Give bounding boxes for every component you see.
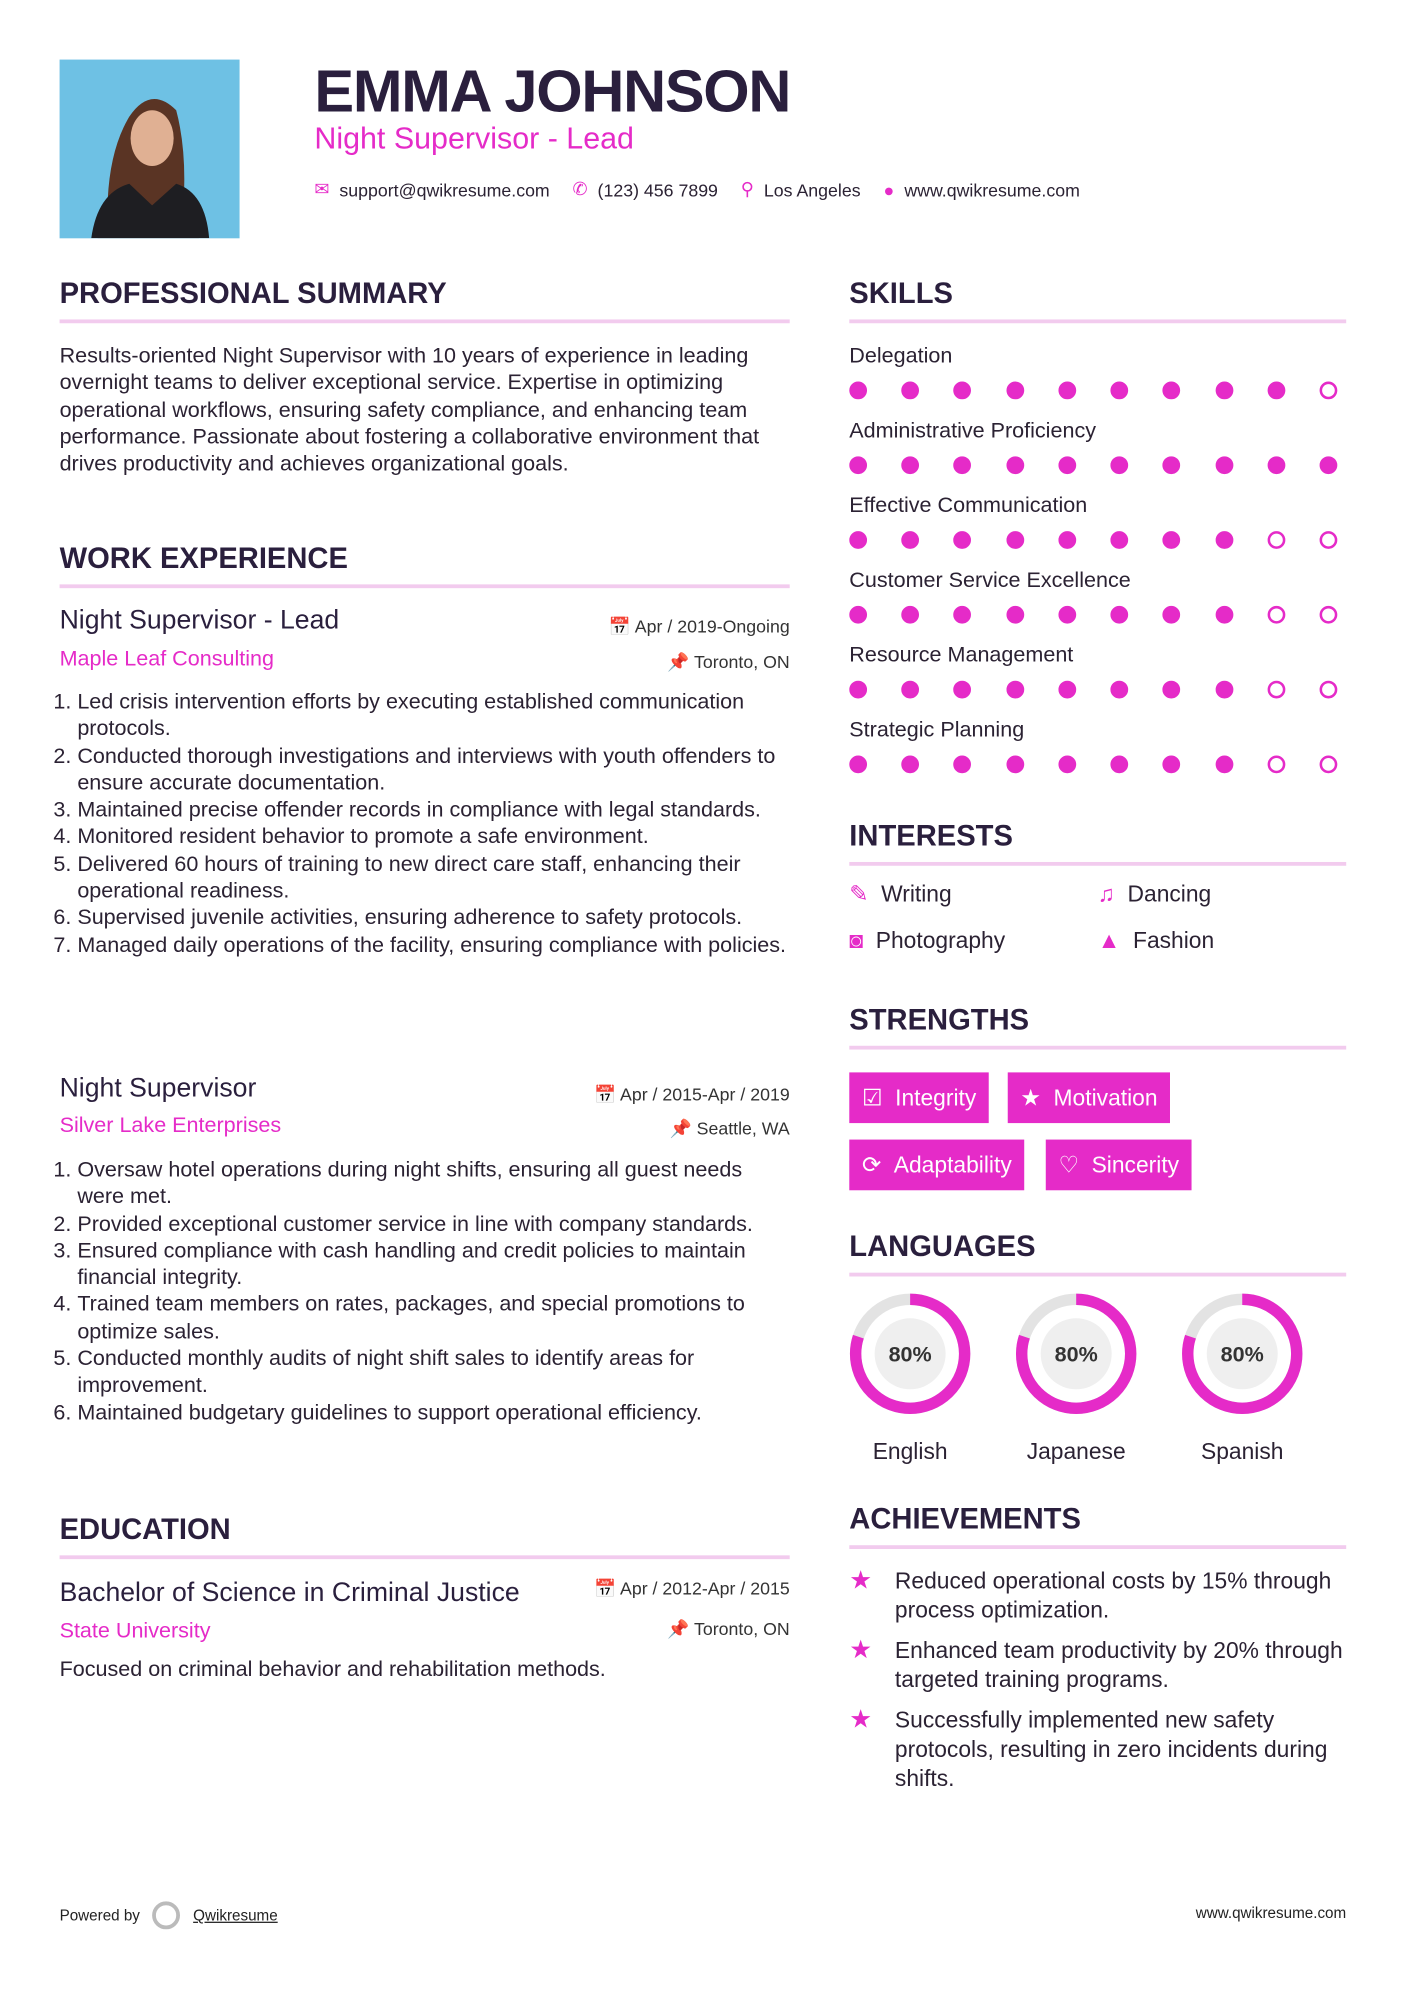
job-title: Night Supervisor - Lead <box>59 605 340 636</box>
education-description: Focused on criminal behavior and rehabilitation methods. <box>59 1656 606 1681</box>
pencil-icon: ✎ <box>849 880 869 907</box>
job-bullet: 6. Maintained budgetary guidelines to support operational efficiency. <box>77 1399 787 1426</box>
skill-item <box>849 342 1346 417</box>
rating-dot-filled <box>1058 532 1076 550</box>
interest-label: Fashion <box>1133 927 1215 954</box>
rating-dot-empty <box>1320 606 1338 624</box>
education-heading: EDUCATION <box>59 1512 231 1546</box>
rating-dot-empty <box>1320 681 1338 699</box>
heart-icon: ♡ <box>1058 1151 1079 1177</box>
interest-label: Dancing <box>1127 880 1212 907</box>
strengths-heading: STRENGTHS <box>849 1002 1030 1036</box>
strength-badge <box>1008 1072 1170 1123</box>
language-name: English <box>872 1438 948 1465</box>
language-percent: 80% <box>1220 1342 1264 1367</box>
rating-dot-filled <box>1058 681 1076 699</box>
rating-dot-empty <box>1267 532 1285 550</box>
envelope-icon: ✉ <box>314 178 330 200</box>
rating-dot-filled <box>1215 756 1233 774</box>
language-item <box>849 1293 971 1465</box>
strength-badge <box>849 1140 1024 1191</box>
rating-dot-filled <box>1215 382 1233 400</box>
job-bullet: 1. Oversaw hotel operations during night shifts, ensuring all guest needs were met. <box>77 1156 787 1210</box>
rating-dot-empty <box>1320 756 1338 774</box>
rating-dot-filled <box>954 681 972 699</box>
job-dates-text: Apr / 2015-Apr / 2019 <box>620 1083 790 1105</box>
achievement-item <box>849 1636 1346 1694</box>
divider <box>60 1555 790 1559</box>
job-bullet: 2. Provided exceptional customer service in line with company standards. <box>77 1210 787 1237</box>
pin-icon: 📌 <box>667 651 695 672</box>
candidate-name: EMMA JOHNSON <box>314 57 791 125</box>
interest-label: Writing <box>881 880 952 907</box>
strength-label: Sincerity <box>1091 1151 1180 1177</box>
divider <box>849 1046 1346 1050</box>
job-bullet: 1. Led crisis intervention efforts by executing established communication protocols. <box>77 688 787 742</box>
rating-dot-filled <box>1215 532 1233 550</box>
rating-dot-filled <box>902 532 920 550</box>
skill-name: Administrative Proficiency <box>849 418 1096 443</box>
rating-dot-filled <box>849 606 867 624</box>
star-icon: ★ <box>1020 1084 1041 1110</box>
job-location <box>667 652 789 674</box>
language-percent: 80% <box>1054 1342 1098 1367</box>
job-company: Maple Leaf Consulting <box>59 646 275 671</box>
rating-dot-filled <box>849 382 867 400</box>
rating-dot-filled <box>1058 756 1076 774</box>
rating-dot-filled <box>1006 532 1024 550</box>
achievement-text: Reduced operational costs by 15% through process optimization. <box>894 1568 1332 1623</box>
rating-dot-filled <box>902 681 920 699</box>
rating-dot-filled <box>1163 756 1181 774</box>
rating-dot-filled <box>1215 457 1233 475</box>
job-dates <box>609 616 790 638</box>
education-location <box>667 1619 789 1641</box>
experience-heading: WORK EXPERIENCE <box>59 541 348 575</box>
job-dates <box>594 1084 790 1106</box>
rating-dot-filled <box>1111 756 1129 774</box>
rating-dot-filled <box>954 457 972 475</box>
rating-dot-filled <box>1111 532 1129 550</box>
rating-dot-filled <box>1006 606 1024 624</box>
pin-icon: 📌 <box>669 1118 697 1139</box>
school-name: State University <box>59 1618 211 1643</box>
rating-dot-filled <box>1111 382 1129 400</box>
achievement-text: Enhanced team productivity by 20% through targeted training programs. <box>894 1637 1343 1693</box>
rating-dot-filled <box>1058 457 1076 475</box>
rating-dot-filled <box>1058 606 1076 624</box>
job-bullet: 3. Maintained precise offender records in compliance with legal standards. <box>77 796 787 823</box>
rating-dot-filled <box>1267 382 1285 400</box>
job-dates-text: Apr / 2019-Ongoing <box>634 616 790 637</box>
contact-website[interactable]: www.qwikresume.com <box>904 179 1080 200</box>
rating-dot-filled <box>1111 457 1129 475</box>
rating-dot-filled <box>1111 681 1129 699</box>
rating-dot-filled <box>1267 457 1285 475</box>
summary-heading: PROFESSIONAL SUMMARY <box>59 276 447 310</box>
job-bullet: 6. Supervised juvenile activities, ensuring adherence to safety protocols. <box>77 904 787 931</box>
skill-name: Resource Management <box>849 642 1074 667</box>
job-bullet: 5. Delivered 60 hours of training to new direct care staff, enhancing their operational readiness. <box>77 850 787 904</box>
pin-icon: 📌 <box>667 1618 695 1640</box>
calendar-icon: 📅 <box>593 1578 621 1599</box>
skill-item <box>849 417 1346 492</box>
rating-dot-empty <box>1320 532 1338 550</box>
rating-dot-filled <box>954 382 972 400</box>
rating-dot-filled <box>902 756 920 774</box>
achievements-heading: ACHIEVEMENTS <box>849 1502 1081 1536</box>
achievement-item <box>849 1706 1346 1793</box>
check-square-icon: ☑ <box>861 1084 883 1110</box>
skill-rating <box>849 532 1337 550</box>
trophy-star-icon: ★ <box>849 1566 873 1595</box>
skill-item <box>849 492 1346 567</box>
skills-heading: SKILLS <box>849 276 953 310</box>
divider <box>60 319 790 323</box>
brand-link[interactable]: Qwikresume <box>193 1906 278 1925</box>
language-item <box>1181 1293 1303 1465</box>
job-location <box>670 1118 790 1140</box>
phone-icon: ✆ <box>572 178 588 200</box>
rating-dot-filled <box>849 457 867 475</box>
language-item <box>1015 1293 1137 1465</box>
degree-title: Bachelor of Science in Criminal Justice <box>59 1578 520 1608</box>
powered-by-text: Powered by <box>59 1906 140 1925</box>
job-bullets <box>60 688 788 958</box>
interest-label: Photography <box>875 927 1006 954</box>
rating-dot-filled <box>1163 457 1181 475</box>
rating-dot-filled <box>1163 382 1181 400</box>
candidate-title: Night Supervisor - Lead <box>314 121 634 156</box>
language-percent: 80% <box>888 1342 932 1367</box>
job-location-text: Seattle, WA <box>696 1118 790 1139</box>
strength-label: Motivation <box>1053 1084 1158 1110</box>
rating-dot-empty <box>1267 756 1285 774</box>
music-icon: ♫ <box>1097 880 1115 907</box>
footer-brand <box>60 1901 278 1929</box>
divider <box>849 319 1346 323</box>
rating-dot-filled <box>1215 681 1233 699</box>
interest-item <box>849 881 951 908</box>
achievement-item <box>849 1567 1346 1625</box>
strength-badge <box>1046 1140 1192 1191</box>
rating-dot-filled <box>902 606 920 624</box>
language-name: Spanish <box>1201 1438 1284 1465</box>
achievement-text: Successfully implemented new safety protocols, resulting in zero incidents during shifts. <box>894 1707 1328 1792</box>
skill-rating <box>849 681 1337 699</box>
rating-dot-filled <box>1163 606 1181 624</box>
education-dates <box>594 1578 790 1600</box>
divider <box>60 584 790 588</box>
job-bullet: 2. Conducted thorough investigations and interviews with youth offenders to ensure accurate documentation. <box>77 742 787 796</box>
interests-heading: INTERESTS <box>849 818 1013 852</box>
globe-icon: ● <box>883 179 895 200</box>
strength-label: Adaptability <box>893 1151 1012 1177</box>
language-name: Japanese <box>1026 1438 1126 1465</box>
rating-dot-empty <box>1267 681 1285 699</box>
education-dates-text: Apr / 2012-Apr / 2015 <box>620 1578 790 1599</box>
rating-dot-filled <box>902 382 920 400</box>
language-progress-ring <box>849 1293 971 1415</box>
footer-website[interactable]: www.qwikresume.com <box>1195 1903 1347 1922</box>
divider <box>849 1273 1346 1277</box>
divider <box>849 1545 1346 1549</box>
rating-dot-filled <box>849 756 867 774</box>
job-bullet: 5. Conducted monthly audits of night shift sales to identify areas for improvement. <box>77 1345 787 1399</box>
divider <box>849 862 1346 866</box>
rating-dot-filled <box>954 606 972 624</box>
skill-item <box>849 567 1346 642</box>
camera-icon: ◙ <box>849 927 864 954</box>
rating-dot-filled <box>1006 756 1024 774</box>
contact-phone[interactable]: (123) 456 7899 <box>597 179 718 200</box>
rating-dot-filled <box>954 532 972 550</box>
interest-item <box>849 928 1005 955</box>
shopping-bag-icon: ▲ <box>1097 927 1121 954</box>
languages-list <box>849 1293 1303 1465</box>
rating-dot-filled <box>1006 681 1024 699</box>
map-pin-icon: ⚲ <box>740 178 754 200</box>
contact-email[interactable]: support@qwikresume.com <box>339 179 550 200</box>
rating-dot-filled <box>1320 457 1338 475</box>
skill-rating <box>849 382 1337 400</box>
contact-location: Los Angeles <box>763 179 861 200</box>
interest-item <box>1098 881 1212 908</box>
rating-dot-empty <box>1320 382 1338 400</box>
trophy-star-icon: ★ <box>849 1706 873 1735</box>
calendar-icon: 📅 <box>608 616 635 637</box>
job-bullet: 7. Managed daily operations of the facility, ensuring compliance with policies. <box>77 931 787 958</box>
job-location-text: Toronto, ON <box>694 651 790 672</box>
job-bullets <box>60 1156 788 1426</box>
skills-list <box>849 342 1346 791</box>
job-bullet: 3. Ensured compliance with cash handling and credit policies to maintain financial integrity. <box>77 1237 787 1291</box>
qwikresume-logo-icon <box>153 1901 181 1929</box>
skill-name: Delegation <box>849 343 953 368</box>
skill-item <box>849 716 1346 791</box>
rating-dot-filled <box>1163 681 1181 699</box>
rating-dot-filled <box>954 756 972 774</box>
refresh-icon: ⟳ <box>861 1151 882 1177</box>
job-bullet: 4. Trained team members on rates, packages, and special promotions to optimize sales. <box>77 1291 787 1345</box>
rating-dot-filled <box>1111 606 1129 624</box>
rating-dot-filled <box>1058 382 1076 400</box>
contact-bar <box>314 179 1079 201</box>
skill-name: Effective Communication <box>849 493 1088 518</box>
skill-name: Strategic Planning <box>849 717 1025 742</box>
skill-rating <box>849 606 1337 624</box>
job-title: Night Supervisor <box>59 1073 257 1103</box>
skill-rating <box>849 457 1337 475</box>
language-progress-ring <box>1181 1293 1303 1415</box>
rating-dot-filled <box>902 457 920 475</box>
profile-photo <box>60 60 240 239</box>
rating-dot-filled <box>849 681 867 699</box>
skill-item <box>849 641 1346 716</box>
rating-dot-filled <box>1163 532 1181 550</box>
calendar-icon: 📅 <box>593 1083 621 1105</box>
interest-item <box>1098 928 1214 955</box>
rating-dot-filled <box>1006 457 1024 475</box>
rating-dot-empty <box>1267 606 1285 624</box>
rating-dot-filled <box>1215 606 1233 624</box>
skill-name: Customer Service Excellence <box>849 567 1131 592</box>
skill-rating <box>849 756 1337 774</box>
language-progress-ring <box>1015 1293 1137 1415</box>
job-bullet: 4. Monitored resident behavior to promote a safe environment. <box>77 823 787 850</box>
summary-text: Results-oriented Night Supervisor with 10 years of experience in leading overnight teams to deliver exceptional service. Expertise in optimizing operational workflows, ensuring safety compliance, and enhancing team performance. Passionate about fostering a collaborative environment that drives productivity and achieves organizational goals. <box>59 343 760 476</box>
education-location-text: Toronto, ON <box>694 1618 790 1640</box>
rating-dot-filled <box>849 532 867 550</box>
strength-badge <box>849 1072 989 1123</box>
languages-heading: LANGUAGES <box>849 1229 1036 1263</box>
job-company: Silver Lake Enterprises <box>59 1112 282 1138</box>
trophy-star-icon: ★ <box>849 1636 873 1665</box>
strength-label: Integrity <box>895 1084 977 1110</box>
rating-dot-filled <box>1006 382 1024 400</box>
